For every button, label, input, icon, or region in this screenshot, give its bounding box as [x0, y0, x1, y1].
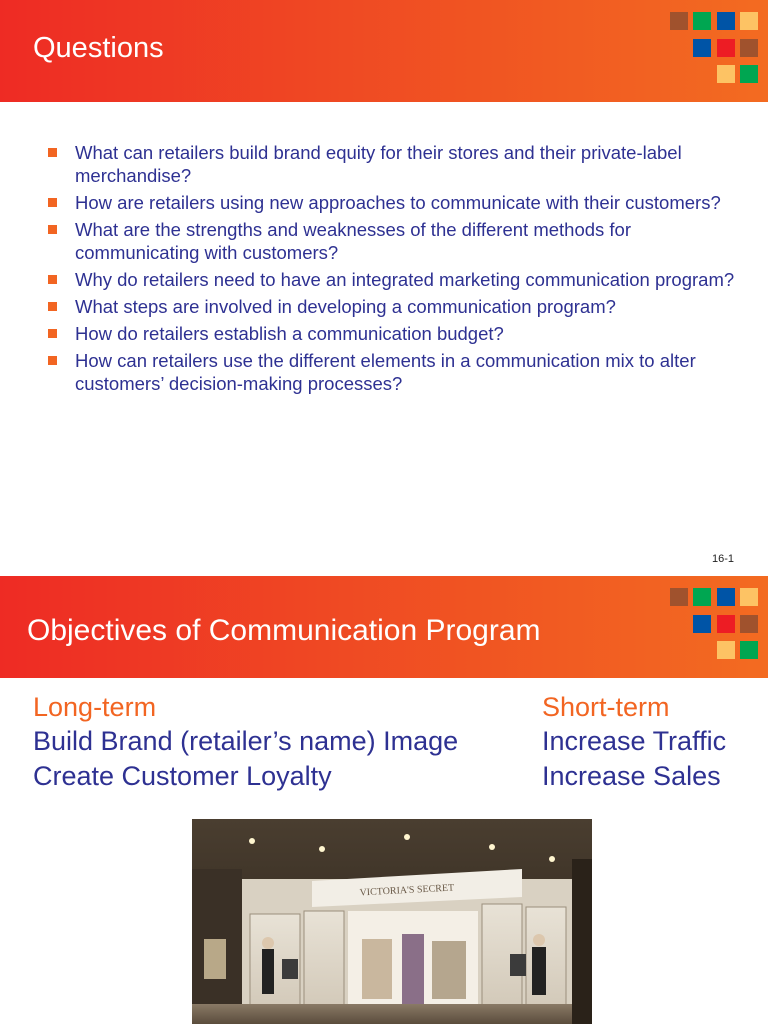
slide-header [0, 0, 768, 102]
list-item [48, 191, 738, 214]
square-green [740, 65, 758, 83]
storefront-illustration [192, 819, 592, 1024]
decorative-squares [670, 12, 756, 86]
square-blue [717, 12, 735, 30]
long-term-column [33, 690, 458, 794]
long-term-item: Build Brand (retailer’s name) Image [33, 726, 459, 756]
square-red [717, 615, 735, 633]
list-item-text: What steps are involved in developing a communication program? [75, 296, 616, 317]
square-yellow [740, 12, 758, 30]
square-brown [740, 615, 758, 633]
square-brown [740, 39, 758, 57]
square-green [693, 588, 711, 606]
list-item-text: What are the strengths and weaknesses of the different methods for communicating with customers? [75, 219, 632, 263]
square-bullet-icon [48, 356, 57, 365]
list-item [48, 349, 738, 395]
page-number: 16-1 [711, 553, 734, 565]
slide-title: Questions [33, 32, 164, 64]
list-item [48, 322, 738, 345]
square-bullet-icon [48, 225, 57, 234]
square-bullet-icon [48, 198, 57, 207]
long-term-item: Create Customer Loyalty [33, 761, 332, 791]
square-blue [693, 39, 711, 57]
square-blue [693, 615, 711, 633]
square-brown [670, 12, 688, 30]
list-item-text: How do retailers establish a communication budget? [75, 323, 504, 344]
square-bullet-icon [48, 148, 57, 157]
square-bullet-icon [48, 302, 57, 311]
slide-title: Objectives of Communication Program [27, 614, 541, 647]
square-yellow [740, 588, 758, 606]
short-term-item: Increase Traffic [542, 726, 727, 756]
square-blue [717, 588, 735, 606]
short-term-item: Increase Sales [542, 761, 721, 791]
question-list [48, 141, 738, 399]
list-item-text: Why do retailers need to have an integrated marketing communication program? [75, 269, 735, 290]
short-term-column [542, 690, 726, 794]
list-item-text: How are retailers using new approaches to communicate with their customers? [75, 192, 721, 213]
list-item-text: How can retailers use the different elements in a communication mix to alter customers’ decision-making processes? [75, 350, 696, 394]
square-bullet-icon [48, 275, 57, 284]
square-green [693, 12, 711, 30]
square-green [740, 641, 758, 659]
square-red [717, 39, 735, 57]
list-item [48, 295, 738, 318]
decorative-squares [670, 588, 756, 662]
square-yellow [717, 641, 735, 659]
store-sign-text: VICTORIA'S SECRET [359, 882, 455, 899]
list-item [48, 218, 738, 264]
square-brown [670, 588, 688, 606]
slide-header [0, 576, 768, 678]
list-item [48, 141, 738, 187]
square-bullet-icon [48, 329, 57, 338]
square-yellow [717, 65, 735, 83]
long-term-heading: Long-term [33, 692, 157, 722]
short-term-heading: Short-term [542, 692, 670, 722]
slide-objectives [0, 576, 768, 1024]
storefront-photo [192, 819, 592, 1024]
list-item [48, 268, 738, 291]
list-item-text: What can retailers build brand equity for their stores and their private-label merchandise? [75, 142, 682, 186]
